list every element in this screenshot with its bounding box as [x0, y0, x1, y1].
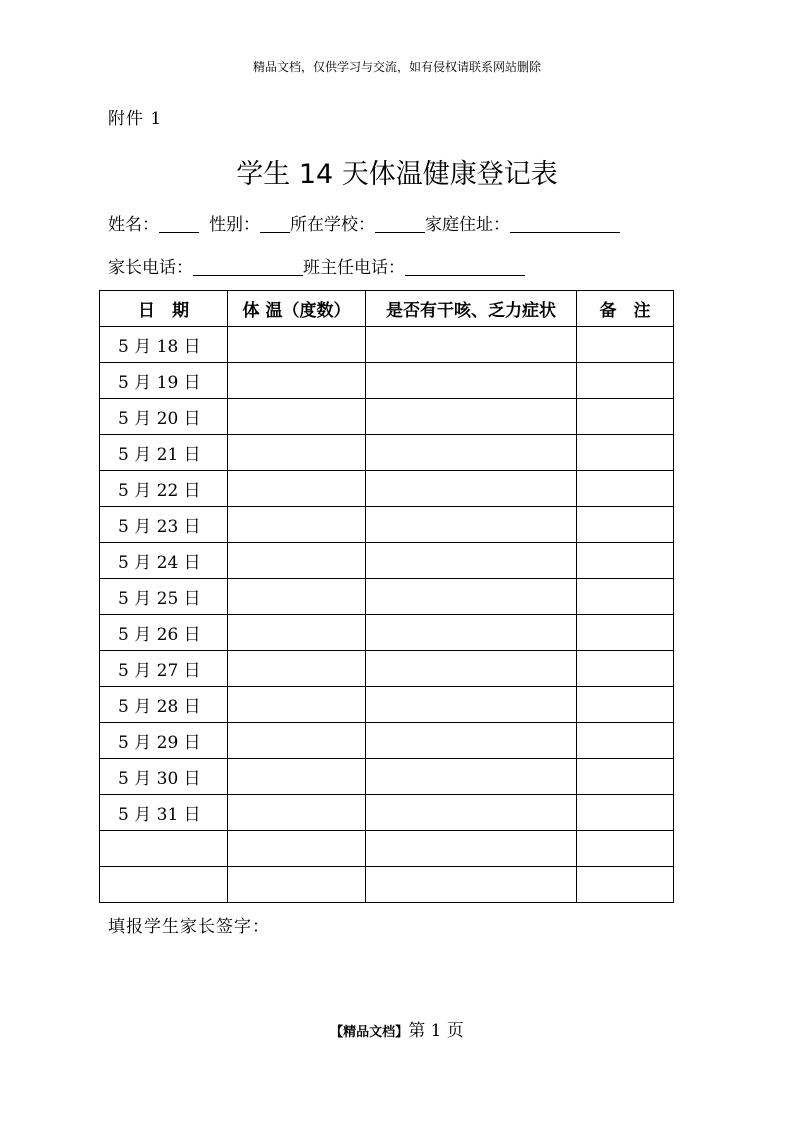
temperature-cell[interactable]	[228, 399, 366, 435]
teacher-phone-field[interactable]	[405, 258, 525, 276]
header-remarks: 备 注	[577, 291, 674, 327]
table-row	[100, 867, 674, 903]
parent-phone-label: 家长电话：	[108, 258, 193, 278]
temperature-cell[interactable]	[228, 723, 366, 759]
table-row	[100, 651, 674, 687]
temperature-cell[interactable]	[228, 687, 366, 723]
remarks-cell[interactable]	[577, 795, 674, 831]
remarks-cell[interactable]	[577, 615, 674, 651]
remarks-cell[interactable]	[577, 687, 674, 723]
table-row	[100, 615, 674, 651]
symptoms-cell[interactable]	[366, 543, 577, 579]
date-cell: 5 月 30 日	[100, 759, 228, 795]
table-row	[100, 831, 674, 867]
symptoms-cell[interactable]	[366, 759, 577, 795]
remarks-cell[interactable]	[577, 831, 674, 867]
date-cell: 5 月 25 日	[100, 579, 228, 615]
page-footer	[0, 1016, 794, 1041]
table-row	[100, 723, 674, 759]
date-cell: 5 月 22 日	[100, 471, 228, 507]
header-date: 日 期	[100, 291, 228, 327]
date-cell	[100, 831, 228, 867]
date-cell: 5 月 29 日	[100, 723, 228, 759]
temperature-cell[interactable]	[228, 795, 366, 831]
school-field[interactable]	[375, 215, 425, 233]
temperature-cell[interactable]	[228, 579, 366, 615]
table-row	[100, 363, 674, 399]
parent-signature-label: 填报学生家长签字：	[108, 917, 270, 937]
footer-tag: 【精品文档】	[330, 1025, 409, 1040]
date-cell: 5 月 31 日	[100, 795, 228, 831]
table-row	[100, 399, 674, 435]
address-label: 家庭住址：	[425, 215, 510, 235]
header-temperature: 体 温（度数）	[228, 291, 366, 327]
table-row	[100, 543, 674, 579]
symptoms-cell[interactable]	[366, 723, 577, 759]
remarks-cell[interactable]	[577, 435, 674, 471]
temperature-cell[interactable]	[228, 615, 366, 651]
symptoms-cell[interactable]	[366, 651, 577, 687]
symptoms-cell[interactable]	[366, 327, 577, 363]
page-number: 第 1 页	[408, 1021, 464, 1041]
symptoms-cell[interactable]	[366, 867, 577, 903]
table-row	[100, 471, 674, 507]
table-body	[100, 327, 674, 903]
parent-phone-field[interactable]	[193, 258, 303, 276]
date-cell: 5 月 23 日	[100, 507, 228, 543]
remarks-cell[interactable]	[577, 471, 674, 507]
temperature-cell[interactable]	[228, 759, 366, 795]
table-row	[100, 687, 674, 723]
date-cell	[100, 867, 228, 903]
attachment-label: 附件 1	[108, 109, 163, 129]
date-cell: 5 月 28 日	[100, 687, 228, 723]
table-row	[100, 759, 674, 795]
remarks-cell[interactable]	[577, 723, 674, 759]
table-row	[100, 579, 674, 615]
remarks-cell[interactable]	[577, 399, 674, 435]
table-row	[100, 795, 674, 831]
name-field[interactable]	[159, 215, 199, 233]
remarks-cell[interactable]	[577, 651, 674, 687]
address-field[interactable]	[510, 215, 620, 233]
table-row	[100, 507, 674, 543]
date-cell: 5 月 18 日	[100, 327, 228, 363]
gender-field[interactable]	[260, 215, 290, 233]
date-cell: 5 月 21 日	[100, 435, 228, 471]
temperature-cell[interactable]	[228, 867, 366, 903]
date-cell: 5 月 24 日	[100, 543, 228, 579]
temperature-cell[interactable]	[228, 507, 366, 543]
date-cell: 5 月 19 日	[100, 363, 228, 399]
gender-label: 性别：	[209, 215, 260, 235]
temperature-cell[interactable]	[228, 363, 366, 399]
remarks-cell[interactable]	[577, 507, 674, 543]
remarks-cell[interactable]	[577, 579, 674, 615]
remarks-cell[interactable]	[577, 867, 674, 903]
form-line-1	[108, 210, 620, 235]
symptoms-cell[interactable]	[366, 507, 577, 543]
header-note: 精品文档，仅供学习与交流，如有侵权请联系网站删除	[252, 60, 541, 74]
date-cell: 5 月 26 日	[100, 615, 228, 651]
symptoms-cell[interactable]	[366, 795, 577, 831]
symptoms-cell[interactable]	[366, 471, 577, 507]
symptoms-cell[interactable]	[366, 687, 577, 723]
name-label: 姓名：	[108, 215, 159, 235]
symptoms-cell[interactable]	[366, 615, 577, 651]
symptoms-cell[interactable]	[366, 399, 577, 435]
symptoms-cell[interactable]	[366, 831, 577, 867]
remarks-cell[interactable]	[577, 327, 674, 363]
remarks-cell[interactable]	[577, 759, 674, 795]
date-cell: 5 月 20 日	[100, 399, 228, 435]
table-row	[100, 435, 674, 471]
symptoms-cell[interactable]	[366, 435, 577, 471]
header-symptoms: 是否有干咳、乏力症状	[366, 291, 577, 327]
symptoms-cell[interactable]	[366, 363, 577, 399]
remarks-cell[interactable]	[577, 543, 674, 579]
school-label: 所在学校：	[290, 215, 375, 235]
temperature-cell[interactable]	[228, 327, 366, 363]
symptoms-cell[interactable]	[366, 579, 577, 615]
date-cell: 5 月 27 日	[100, 651, 228, 687]
form-line-2	[108, 253, 525, 278]
temperature-cell[interactable]	[228, 831, 366, 867]
remarks-cell[interactable]	[577, 363, 674, 399]
table-row	[100, 327, 674, 363]
temperature-table	[99, 290, 674, 903]
temperature-cell[interactable]	[228, 543, 366, 579]
table-header-row	[100, 291, 674, 327]
temperature-cell[interactable]	[228, 651, 366, 687]
teacher-phone-label: 班主任电话：	[303, 258, 405, 278]
page-title: 学生 14 天体温健康登记表	[236, 159, 558, 190]
temperature-cell[interactable]	[228, 435, 366, 471]
temperature-cell[interactable]	[228, 471, 366, 507]
